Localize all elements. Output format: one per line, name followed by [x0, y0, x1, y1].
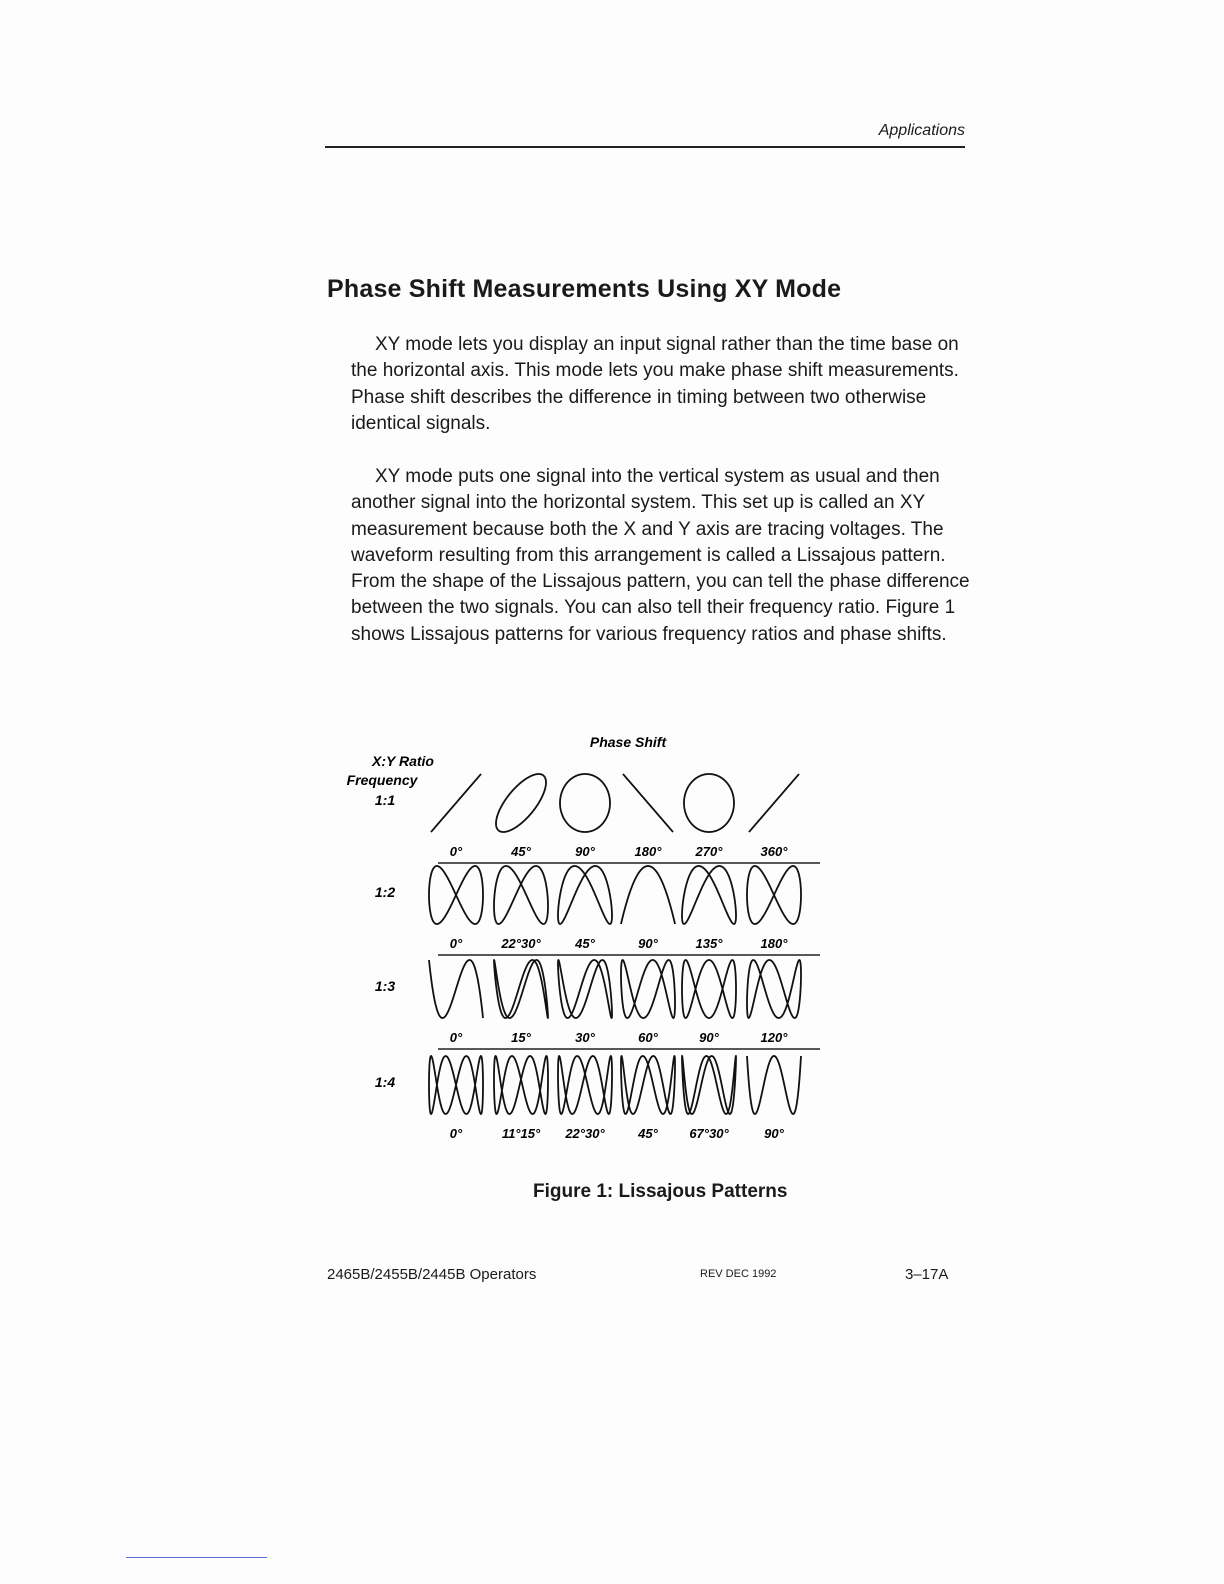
phase-label: 22°30° — [501, 936, 541, 951]
lissajous-pattern-1-1-4 — [684, 774, 734, 832]
phase-label: 90° — [575, 844, 595, 859]
lissajous-pattern-1-4-0 — [429, 1056, 483, 1114]
lissajous-pattern-1-1-1 — [496, 774, 546, 832]
lissajous-pattern-1-3-2 — [558, 960, 612, 1018]
lissajous-pattern-1-3-0 — [429, 960, 483, 1018]
lissajous-pattern-1-2-2 — [558, 866, 612, 924]
phase-label: 90° — [764, 1126, 784, 1141]
lissajous-pattern-1-4-4 — [682, 1056, 736, 1114]
paragraph-2: XY mode puts one signal into the vertical system as usual and then another signal into the horizontal system. This set up is called an XY measurement because both the X and Y axis are tracing voltages. The waveform resulting from this arrangement is called a Lissajous pattern. From the shape of the Lissajous pattern, you can tell the phase difference between the two signals. You can also tell their frequency ratio. Figure 1 shows Lissajous patterns for various frequency ratios and phase shifts. — [351, 466, 970, 645]
phase-label: 0° — [449, 1030, 463, 1045]
lissajous-pattern-1-1-5 — [749, 774, 799, 832]
lissajous-pattern-1-3-1 — [494, 960, 548, 1018]
phase-label: 0° — [449, 936, 463, 951]
ratio-label-1-1: 1:1 — [374, 792, 396, 808]
phase-label: 270° — [695, 844, 723, 859]
phase-label: 45° — [638, 1126, 658, 1141]
phase-label: 180° — [760, 936, 788, 951]
phase-label: 30° — [575, 1030, 595, 1045]
phase-label: 90° — [638, 936, 658, 951]
phase-label: 120° — [760, 1030, 788, 1045]
lissajous-pattern-1-2-0 — [429, 866, 483, 924]
page-link-underline — [126, 1557, 267, 1558]
lissajous-pattern-1-2-5 — [747, 866, 801, 924]
lissajous-figure — [330, 728, 850, 1168]
phase-label: 45° — [511, 844, 531, 859]
lissajous-pattern-1-4-2 — [558, 1056, 612, 1114]
phase-label: 60° — [638, 1030, 658, 1045]
ratio-label-1-4: 1:4 — [374, 1074, 396, 1090]
phase-label: 135° — [695, 936, 723, 951]
ratio-header-line1: X:Y Ratio — [372, 753, 434, 769]
phase-label: 180° — [634, 844, 662, 859]
lissajous-pattern-1-1-0 — [431, 774, 481, 832]
header-rule — [325, 146, 965, 148]
lissajous-pattern-1-4-3 — [621, 1056, 675, 1114]
phase-label: 0° — [449, 1126, 463, 1141]
footer-page-number: 3–17A — [905, 1266, 949, 1283]
phase-shift-header: Phase Shift — [589, 734, 667, 750]
lissajous-pattern-1-3-5 — [747, 960, 801, 1018]
lissajous-pattern-1-2-1 — [494, 866, 548, 924]
lissajous-pattern-1-4-5 — [747, 1056, 801, 1114]
ratio-label-1-2: 1:2 — [374, 884, 396, 900]
footer-revision: REV DEC 1992 — [700, 1268, 777, 1280]
phase-label: 45° — [575, 936, 595, 951]
running-head: Applications — [878, 122, 965, 139]
lissajous-pattern-1-2-4 — [682, 866, 736, 924]
paragraph-1: XY mode lets you display an input signal rather than the time base on the horizontal axis. This mode lets you make phase shift measurements. Phase shift describes the difference in timing between two otherwise identical signals. — [351, 334, 959, 434]
ratio-label-1-3: 1:3 — [374, 978, 396, 994]
phase-label: 22°30° — [565, 1126, 605, 1141]
phase-label: 90° — [699, 1030, 719, 1045]
footer-manual-title: 2465B/2455B/2445B Operators — [327, 1266, 537, 1283]
page-title: Phase Shift Measurements Using XY Mode — [327, 275, 842, 303]
phase-label: 67°30° — [689, 1126, 729, 1141]
lissajous-pattern-1-1-3 — [623, 774, 673, 832]
phase-label: 15° — [511, 1030, 531, 1045]
figure-caption: Figure 1: Lissajous Patterns — [533, 1181, 788, 1202]
lissajous-pattern-1-3-3 — [621, 960, 675, 1018]
phase-label: 11°15° — [501, 1126, 541, 1141]
lissajous-pattern-1-3-4 — [682, 960, 736, 1018]
ratio-header-line2: Frequency — [346, 772, 418, 788]
phase-label: 0° — [449, 844, 463, 859]
lissajous-pattern-1-1-2 — [560, 774, 610, 832]
lissajous-pattern-1-4-1 — [494, 1056, 548, 1114]
lissajous-pattern-1-2-3 — [621, 866, 675, 924]
phase-label: 360° — [760, 844, 788, 859]
